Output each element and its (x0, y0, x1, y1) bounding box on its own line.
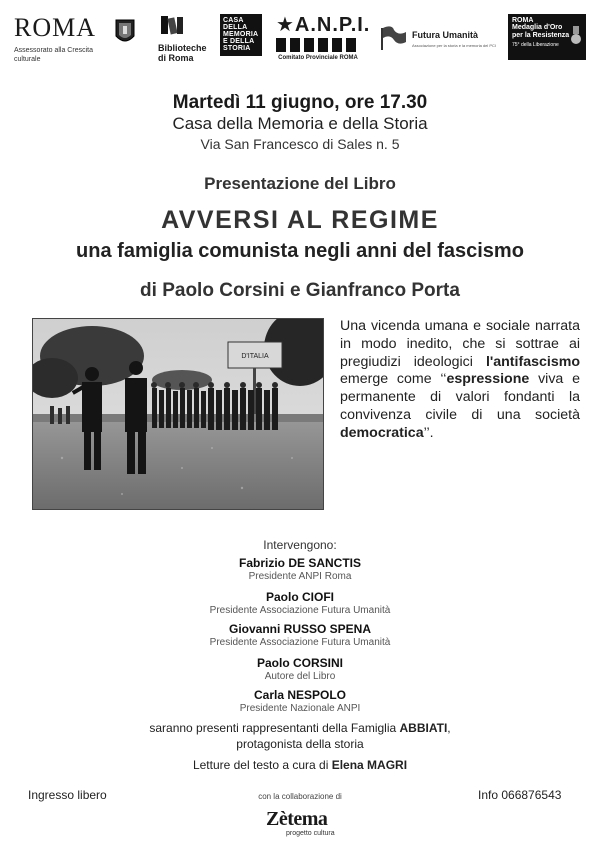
medal-icon (570, 26, 582, 46)
collaboration-label: con la collaborazione di (258, 792, 342, 801)
family-note-suffix: , (447, 721, 451, 735)
anpi-mark: ★A.N.P.I. (276, 14, 371, 36)
speaker-role: Autore del Libro (264, 671, 336, 682)
speaker-item (0, 656, 600, 683)
anpi-subtitle: Comitato Provinciale ROMA (278, 55, 358, 61)
zetema-logo (262, 808, 342, 842)
book-title: AVVERSI AL REGIME (161, 206, 439, 234)
readings-name: Elena MAGRI (331, 758, 408, 772)
book-subtitle: una famiglia comunista negli anni del fascismo (76, 240, 524, 262)
description-part2: emerge come ‘‘ (340, 371, 447, 388)
book-description (340, 318, 580, 443)
casa-memoria-text: CASA DELLA MEMORIA E DELLA STORIA (223, 17, 258, 52)
futura-subtitle: Associazione per la storia e la memoria del PCI (412, 43, 497, 48)
anpi-logo (276, 14, 371, 61)
futura-name: Futura Umanità (412, 30, 479, 40)
entry-note: Ingresso libero (28, 788, 107, 802)
speaker-role: Presidente Nazionale ANPI (239, 703, 361, 714)
speaker-name: Fabrizio DE SANCTIS (238, 556, 361, 570)
speaker-name: Paolo CIOFI (265, 590, 334, 604)
family-note-line2: protagonista della storia (236, 737, 364, 751)
speaker-item (0, 556, 600, 583)
speaker-role: Presidente Associazione Futura Umanità (209, 605, 391, 616)
family-name: ABBIATI (399, 721, 448, 735)
speaker-role: Presidente ANPI Roma (248, 571, 352, 582)
venue-name: Casa della Memoria e della Storia (172, 114, 428, 133)
biblioteche-text: Biblioteche di Roma (158, 43, 207, 63)
medaglia-anniversary: 75° della Liberazione (512, 42, 559, 48)
description-part4: ’’. (423, 424, 434, 441)
anpi-bars (276, 38, 360, 52)
flag-icon (378, 24, 408, 52)
photo-sign-text: D'ITALIA (241, 353, 269, 360)
zetema-subtitle: progetto cultura (286, 830, 335, 837)
roma-wordmark: ROMA (14, 13, 97, 42)
roma-subtitle: Assessorato alla Crescita culturale (14, 47, 93, 63)
description-part3: viva e permanente di valori fondanti la convivenza civile di una società (340, 371, 580, 423)
speaker-item (0, 590, 600, 617)
speaker-name: Paolo CORSINI (256, 656, 343, 670)
description-part1: Una vicenda umana e sociale narrata in modo inedito, che si sottrae ai pregiudizi ideologici (340, 318, 580, 370)
books-icon (158, 14, 188, 36)
readings-prefix: Letture del testo a cura di (192, 758, 329, 772)
venue-address: Via San Francesco di Sales n. 5 (200, 136, 400, 152)
event-date-time: Martedì 11 giugno, ore 17.30 (172, 92, 428, 113)
casa-memoria-logo (220, 14, 262, 56)
speaker-name: Giovanni RUSSO SPENA (228, 622, 372, 636)
biblioteche-logo (158, 14, 213, 63)
medaglia-oro-logo (508, 14, 586, 60)
medaglia-city: ROMA (512, 17, 534, 24)
book-authors: di Paolo Corsini e Gianfranco Porta (140, 280, 460, 301)
family-note (0, 720, 600, 752)
description-bold-democratica: democratica (340, 424, 424, 441)
presentation-label: Presentazione del Libro (204, 174, 396, 193)
info-phone: Info 066876543 (478, 788, 562, 802)
roma-shield-icon (114, 16, 136, 48)
speaker-item (0, 688, 600, 715)
medaglia-title: Medaglia d'Oro per la Resistenza (512, 24, 570, 39)
speakers-heading: Intervengono: (263, 538, 337, 552)
roma-logo (14, 14, 114, 64)
speaker-role: Presidente Associazione Futura Umanità (209, 637, 391, 648)
historical-photo (32, 318, 324, 510)
zetema-wordmark: Zètema (266, 808, 328, 830)
description-bold-espressione: espressione (446, 371, 530, 388)
speaker-item (0, 622, 600, 649)
family-note-prefix: saranno presenti rappresentanti della Famiglia (149, 721, 397, 735)
description-bold-antifascismo: l'antifascismo (485, 353, 580, 370)
speaker-name: Carla NESPOLO (253, 688, 347, 702)
readings-credit (0, 758, 600, 772)
